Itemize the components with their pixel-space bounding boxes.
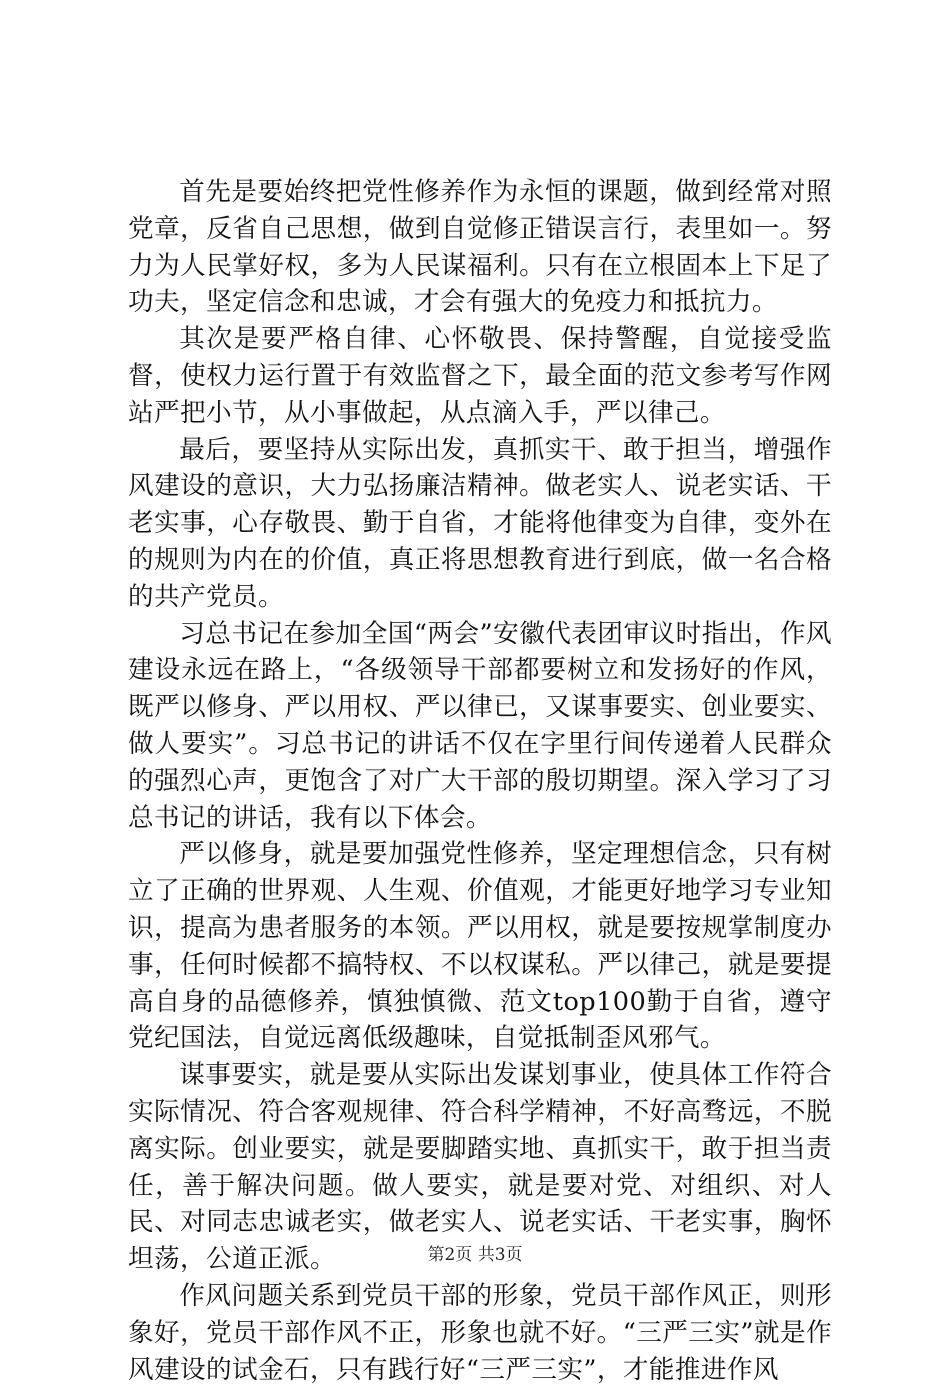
paragraph: 其次是要严格自律、心怀敬畏、保持警醒，自觉接受监督，使权力运行置于有效监督之下，最全面的范文参考写作网站严把小节，从小事做起，从点滴入手，严以律己。 — [128, 324, 832, 428]
paragraph: 最后，要坚持从实际出发，真抓实干、敢于担当，增强作风建设的意识，大力弘扬廉洁精神。做老实人、说老实话、干老实事，心存敬畏、勤于自省，才能将他律变为自律，变外在的规则为内在的价值，真正将思想教育进行到底，做一名合格的共产党员。 — [128, 434, 832, 612]
paragraph: 习总书记在参加全国“两会”安徽代表团审议时指出，作风建设永远在路上，“各级领导干部都要树立和发扬好的作风，既严以修身、严以用权、严以律已，又谋事要实、创业要实、做人要实”。习总书记的讲话不仅在字里行间传递着人民群众的强烈心声，更饱含了对广大干部的殷切期望。深入学习了习总书记的讲话，我有以下体会。 — [128, 618, 832, 833]
body-text — [128, 174, 832, 1388]
paragraph: 谋事要实，就是要从实际出发谋划事业，使具体工作符合实际情况、符合客观规律、符合科学精神，不好高骛远，不脱离实际。创业要实，就是要脚踏实地、真抓实干，敢于担当责任，善于解决问题。做人要实，就是要对党、对组织、对人民、对同志忠诚老实，做老实人、说老实话、干老实事，胸怀坦荡，公道正派。 — [128, 1060, 832, 1275]
paragraph: 严以修身，就是要加强党性修养，坚定理想信念，只有树立了正确的世界观、人生观、价值观，才能更好地学习专业知识，提高为患者服务的本领。严以用权，就是要按规掌制度办事，任何时候都不搞特权、不以权谋私。严以律己，就是要提高自身的品德修养，慎独慎微、范文top100勤于自省，遵守党纪国法，自觉远离低级趣味，自觉抵制歪风邪气。 — [128, 839, 832, 1054]
page-footer: 第2页 共3页 — [427, 1245, 523, 1265]
paragraph: 作风问题关系到党员干部的形象，党员干部作风正，则形象好，党员干部作风不正，形象也就不好。“三严三实”就是作风建设的试金石，只有践行好“三严三实”，才能推进作风 — [128, 1280, 832, 1385]
paragraph: 首先是要始终把党性修养作为永恒的课题，做到经常对照党章，反省自己思想，做到自觉修正错误言行，表里如一。努力为人民掌好权，多为人民谋福利。只有在立根固本上下足了功夫，坚定信念和忠诚，才会有强大的免疫力和抵抗力。 — [128, 177, 832, 318]
